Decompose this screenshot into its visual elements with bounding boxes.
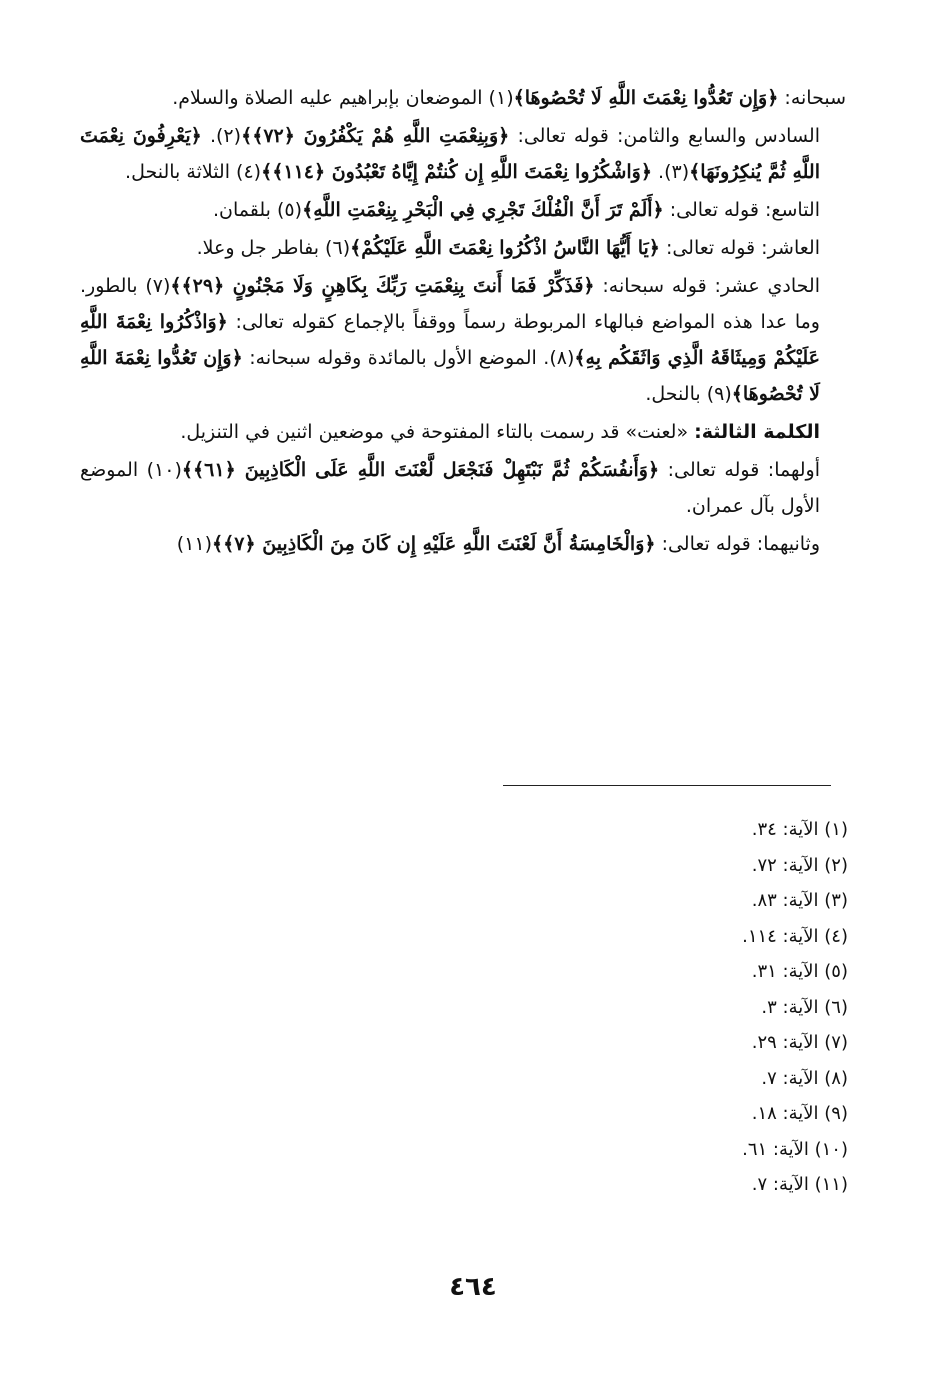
quran-verse: ﴿وَالْخَامِسَةُ أَنَّ لَعْنَتَ اللَّهِ عَلَيْهِ إِن كَانَ مِنَ الْكَاذِبِينَ ﴿٧﴾﴾ [212, 533, 656, 555]
paragraph-p1 [80, 80, 846, 116]
footnote-item: (٧) الآية: ٢٩. [751, 1032, 848, 1053]
section-heading: الكلمة الثالثة: [694, 421, 820, 443]
paragraph-text: (٦) بفاطر جل وعلا. [196, 237, 351, 259]
quran-verse: ﴿وَأَنفُسَكُمْ ثُمَّ نَبْتَهِلْ فَنَجْعَل لَّعْنَتَ اللَّهِ عَلَى الْكَاذِبِينَ ﴿٦١﴾﴾ [181, 459, 660, 481]
quran-verse: ﴿وَإِن تَعُدُّوا نِعْمَتَ اللَّهِ لَا تُحْصُوهَا﴾ [513, 87, 779, 109]
footnotes-list [548, 812, 848, 1203]
body-text [80, 80, 846, 562]
quran-verse: ﴿أَلَمْ تَرَ أَنَّ الْفُلْكَ تَجْرِي فِي الْبَحْرِ بِنِعْمَتِ اللَّهِ﴾ [302, 199, 664, 221]
paragraph-text: سبحانه: [778, 87, 846, 109]
paragraph-p6 [80, 414, 846, 450]
paragraph-text: وثانيهما: قوله تعالى: [655, 533, 820, 555]
quran-verse: ﴿فَذَكِّرْ فَمَا أَنتَ بِنِعْمَتِ رَبِّكَ بِكَاهِنٍ وَلَا مَجْنُونٍ ﴿٢٩﴾﴾ [170, 275, 595, 297]
footnote-item: (٢) الآية: ٧٢. [751, 854, 848, 876]
paragraph-p7 [80, 452, 846, 524]
page-body [80, 80, 846, 564]
quran-verse: ﴿يَا أَيُّهَا النَّاسُ اذْكُرُوا نِعْمَتَ اللَّهِ عَلَيْكُمْ﴾ [350, 237, 660, 259]
paragraph-text: (٥) بلقمان. [213, 199, 303, 221]
footnote-item: (١١) الآية: ٧. [751, 1174, 848, 1195]
paragraph-p5 [80, 268, 846, 412]
paragraph-text: السادس والسابع والثامن: قوله تعالى: [509, 125, 820, 147]
quran-verse: ﴿يَعْرِفُونَ نِعْمَتَ اللَّهِ ثُمَّ يُنكِرُونَهَا﴾ [80, 125, 820, 183]
paragraph-text: (٨). الموضع الأول بالمائدة وقوله سبحانه: [242, 347, 575, 369]
paragraph-p4 [80, 230, 846, 266]
quran-verse: ﴿وَاشْكُرُوا نِعْمَتَ اللَّهِ إِن كُنتُمْ إِيَّاهُ تَعْبُدُونَ ﴿١١٤﴾﴾ [261, 161, 652, 183]
page-number: ٤٦٤ [449, 1272, 497, 1302]
paragraph-text: العاشر: قوله تعالى: [659, 237, 820, 259]
paragraph-text: «لعنت» قد رسمت بالتاء المفتوحة في موضعين اثنين في التنزيل. [180, 421, 695, 443]
paragraph-text: (١١) [176, 533, 212, 555]
footnote-item: (٣) الآية: ٨٣. [751, 890, 848, 911]
paragraph-text: (٣). [652, 161, 690, 183]
paragraph-text: الحادي عشر: قوله سبحانه: [594, 275, 820, 297]
paragraph-text: (١٠) الموضع الأول بآل عمران. [80, 459, 820, 517]
paragraph-p3 [80, 192, 846, 228]
footnote-item: (٤) الآية: ١١٤. [742, 925, 848, 947]
paragraph-text: (٢). [201, 125, 242, 147]
paragraph-text: (١) الموضعان بإبراهيم عليه الصلاة والسلام. [172, 87, 514, 109]
paragraph-text: (٩) بالنحل. [645, 383, 732, 405]
footnote-item: (٩) الآية: ١٨. [751, 1103, 848, 1124]
quran-verse: ﴿وَبِنِعْمَتِ اللَّهِ هُمْ يَكْفُرُونَ ﴿٧٢﴾﴾ [241, 125, 510, 147]
paragraph-text: أولهما: قوله تعالى: [659, 459, 820, 481]
quran-verse: ﴿وَإِن تَعُدُّوا نِعْمَةَ اللَّهِ لَا تُحْصُوهَا﴾ [80, 347, 820, 405]
paragraph-p2 [80, 118, 846, 190]
footnote-item: (٦) الآية: ٣. [761, 996, 848, 1018]
footnote-item: (٨) الآية: ٧. [761, 1067, 848, 1089]
footnote-item: (٥) الآية: ٣١. [751, 961, 848, 982]
paragraph-text: التاسع: قوله تعالى: [663, 199, 820, 221]
paragraph-p8 [80, 526, 846, 562]
paragraph-text: (٧) بالطور. وما عدا هذه المواضع فبالهاء المربوطة رسماً ووقفاً بالإجماع كقوله تعالى: [80, 275, 820, 333]
footnote-item: (١٠) الآية: ٦١. [742, 1138, 848, 1160]
paragraph-text: (٤) الثلاثة بالنحل. [125, 161, 262, 183]
footnote-item: (١) الآية: ٣٤. [751, 819, 848, 840]
quran-verse: ﴿وَاذْكُرُوا نِعْمَةَ اللَّهِ عَلَيْكُمْ وَمِيثَاقَهُ الَّذِي وَاثَقَكُم بِهِ﴾ [80, 311, 820, 369]
footnote-separator [503, 785, 831, 786]
